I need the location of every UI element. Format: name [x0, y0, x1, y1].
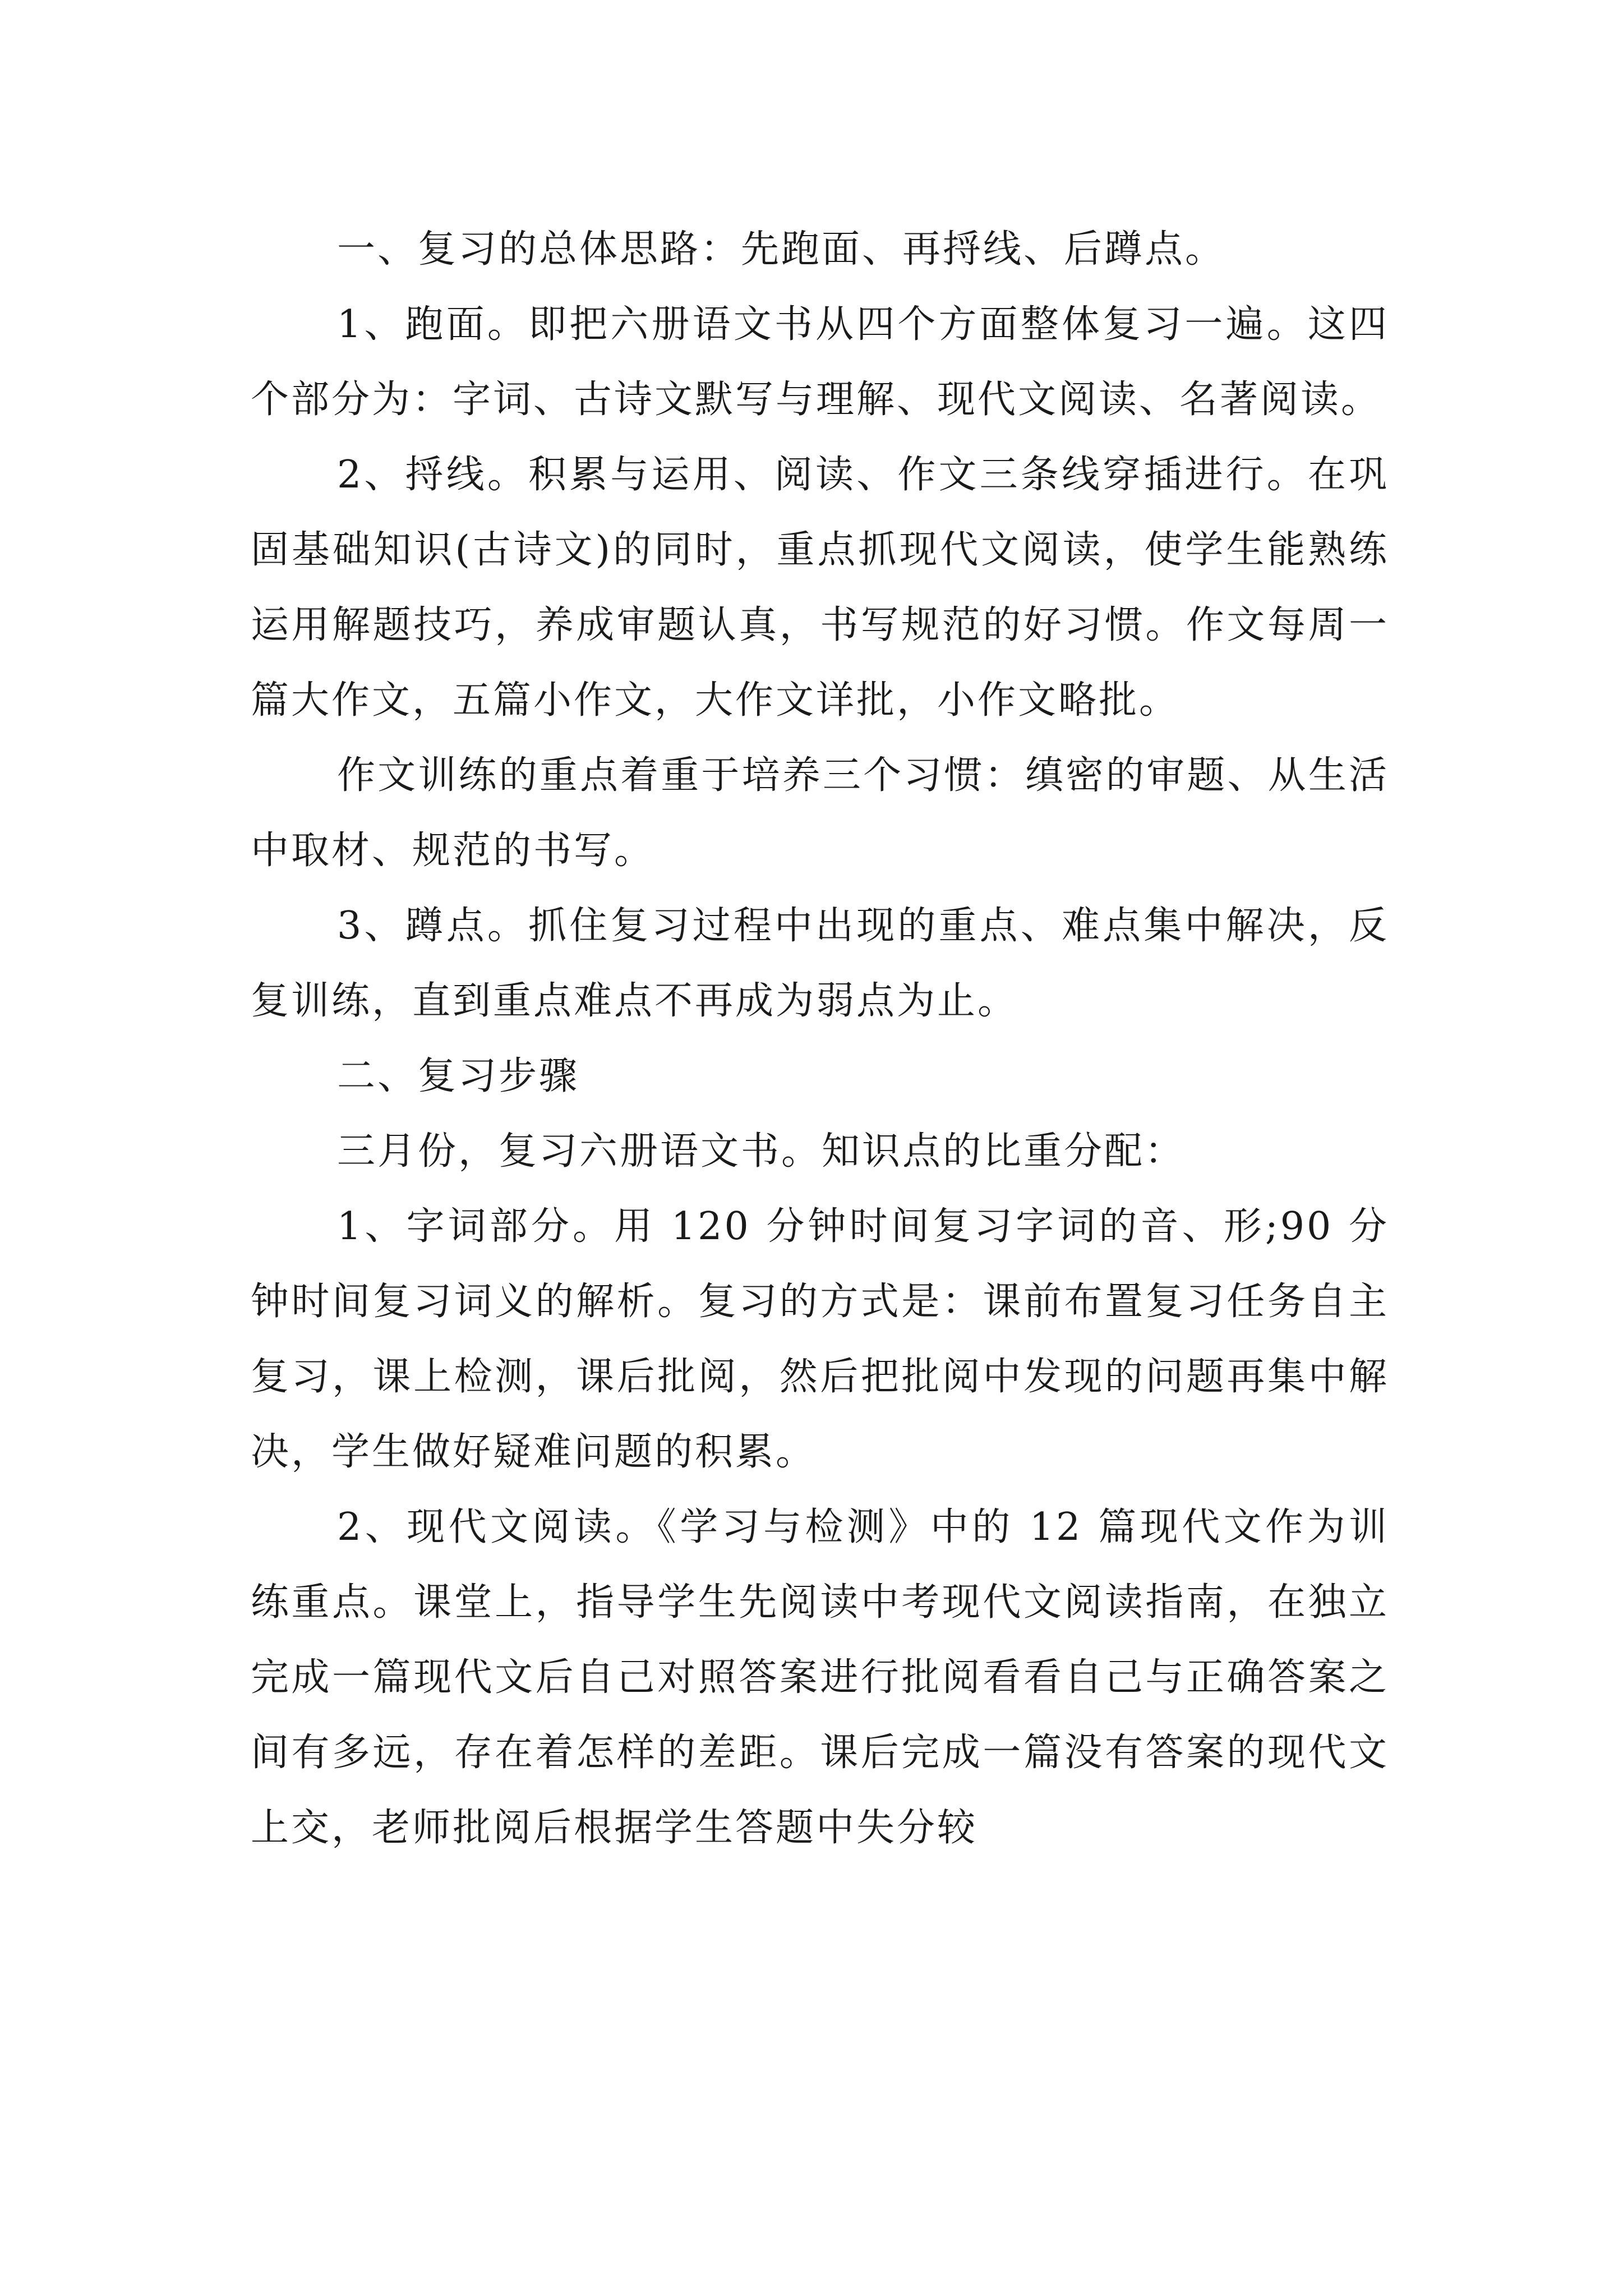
paragraph-writing-habits: 作文训练的重点着重于培养三个习惯：缜密的审题、从生活中取材、规范的书写。	[251, 753, 1389, 873]
paragraph-review-steps-heading: 二、复习步骤	[337, 1054, 580, 1098]
paragraph-step-2-lines: 2、捋线。积累与运用、阅读、作文三条线穿插进行。在巩固基础知识(古诗文)的同时，重点抓现代文阅读，使学生能熟练运用解题技巧，养成审题认真，书写规范的好习惯。作文每周一篇大作文，五篇小作文，大作文详批，小作文略批。	[251, 453, 1389, 723]
paragraph-step-3-focus: 3、蹲点。抓住复习过程中出现的重点、难点集中解决，反复训练，直到重点难点不再成为弱点为止。	[251, 904, 1389, 1023]
paragraph-overall-approach: 一、复习的总体思路：先跑面、再捋线、后蹲点。	[337, 227, 1226, 272]
paragraph-march-plan: 三月份，复习六册语文书。知识点的比重分配：	[337, 1129, 1186, 1174]
document-body	[251, 212, 1389, 1866]
paragraph-vocabulary: 1、字词部分。用 120 分钟时间复习字词的音、形;90 分钟时间复习词义的解析。复习的方式是：课前布置复习任务自主复习，课上检测，课后批阅，然后把批阅中发现的问题再集中解决，学生做好疑难问题的积累。	[251, 1204, 1389, 1474]
paragraph-step-1-overview: 1、跑面。即把六册语文书从四个方面整体复习一遍。这四个部分为：字词、古诗文默写与理解、现代文阅读、名著阅读。	[251, 302, 1389, 422]
paragraph-modern-reading: 2、现代文阅读。《学习与检测》中的 12 篇现代文作为训练重点。课堂上，指导学生先阅读中考现代文阅读指南，在独立完成一篇现代文后自己对照答案进行批阅看看自己与正确答案之间有多远，存在着怎样的差距。课后完成一篇没有答案的现代文上交，老师批阅后根据学生答题中失分较	[251, 1505, 1389, 1850]
